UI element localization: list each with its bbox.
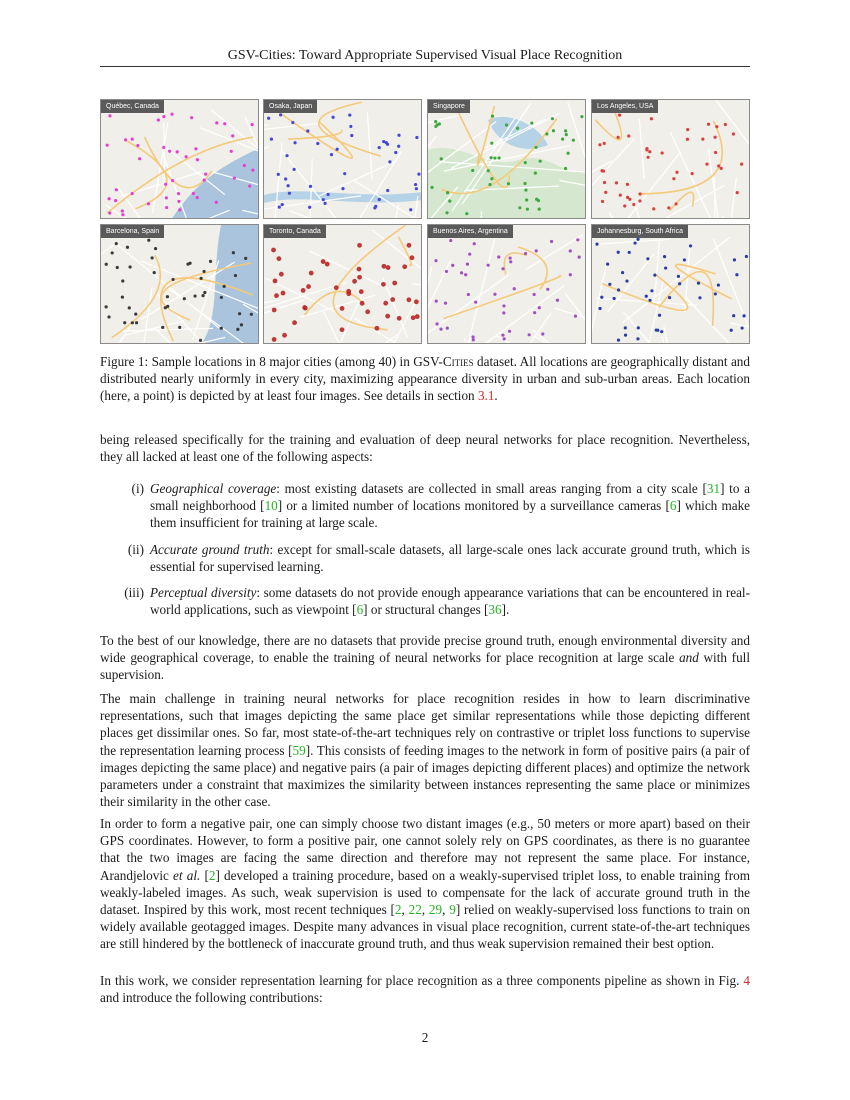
- map-tile: [263, 99, 422, 219]
- citation[interactable]: 22: [408, 902, 422, 918]
- running-header: GSV-Cities: Toward Appropriate Supervised Visual Place Recognition: [227, 48, 623, 63]
- map-image: [428, 225, 586, 344]
- citation[interactable]: 6: [669, 498, 677, 514]
- city-label: Toronto, Canada: [264, 225, 326, 238]
- map-tile: [591, 99, 750, 219]
- aspects-list: [100, 480, 750, 627]
- paragraph: To the best of our knowledge, there are no datasets that provide precise ground truth, enough environmental diversity and wide geographical coverage, to enable the training of neural networks for place recognition at large scale and with full supervision.: [100, 633, 750, 683]
- header-rule: [100, 66, 750, 67]
- figure-reference[interactable]: 4: [743, 973, 750, 988]
- city-label: Barcelona, Spain: [101, 225, 164, 238]
- paragraph: In this work, we consider representation learning for place recognition as a three components pipeline as shown in Fig. 4 and introduce the following contributions:: [100, 973, 750, 1006]
- citation[interactable]: 59: [292, 742, 306, 758]
- list-item: (ii) Accurate ground truth: except for small-scale datasets, all large-scale ones lack accurate ground truth, which is essential for supervised learning.: [127, 541, 751, 574]
- paragraph: The main challenge in training neural networks for place recognition resides in how to learn discriminative representations, such that images depicting the same place get similar representations while those depicting different places get dissimilar ones. So far, most state-of-the-art techniques rely on contrastive or triplet loss functions to supervise the representation learning process [59]. This consists of feeding images to the network in form of positive pairs (a pair of images depicting the same place) and negative pairs (a pair of images depicting different places) and optimize the network parameters under a constraint that maximizes the similarity between instances representing the same place or minimizes their similarity in the other case.: [100, 691, 750, 810]
- map-image: [264, 225, 422, 344]
- city-label: Singapore: [428, 100, 470, 113]
- map-image: [428, 100, 586, 219]
- map-image: [101, 100, 259, 219]
- map-tile: [427, 99, 586, 219]
- section-reference[interactable]: 3.1: [477, 388, 495, 404]
- list-item: (i) Geographical coverage: most existing datasets are collected in small areas ranging from a city scale [31] to a small neighborhood [10] or a limited number of locations monitored by a surveillance cameras [6] which make them insufficient for training at large scale.: [131, 481, 751, 531]
- map-tile: [263, 224, 422, 344]
- map-tile: [427, 224, 586, 344]
- citation[interactable]: 6: [356, 602, 364, 618]
- citation[interactable]: 31: [706, 481, 721, 496]
- paragraph: being released specifically for the training and evaluation of deep neural networks for place recognition. Nevertheless, they all lacked at least one of the following aspects:: [100, 432, 750, 465]
- citation[interactable]: 2: [394, 902, 402, 918]
- map-tile: [100, 224, 259, 344]
- map-image: [592, 100, 750, 219]
- citation[interactable]: 9: [449, 902, 456, 918]
- map-tile: [100, 99, 259, 219]
- citation[interactable]: 10: [264, 498, 278, 514]
- map-image: [592, 225, 750, 344]
- paragraph: In order to form a negative pair, one can simply choose two distant images (e.g., 50 meters or more apart) based on their GPS coordinates. However, to form a positive pair, one cannot solely rely on GPS coordinates, as there is no guarantee that the two images are facing the same direction and therefore may not represent the same place. For instance, Arandjelovic et al. [2] developed a training procedure, based on a weakly-supervised triplet loss, to enable training from weakly-labeled images. As such, weak supervision is used to compensate for the lack of accurate ground truth in the dataset. Inspired by this work, most recent techniques [2, 22, 29, 9] relied on weakly-supervised loss functions to train on widely available geotagged images. Despite many advances in visual place recognition, current state-of-the-art techniques are still hindered by the bottleneck of inaccurate ground truth, and thus weak supervision remained their best option.: [100, 816, 750, 952]
- map-image: [101, 225, 259, 344]
- figure-caption: Figure 1: Sample locations in 8 major cities (among 40) in GSV-Cities dataset. All locations are geographically distant and distributed nearly uniformly in every city, maximizing appearance diversity in urban and sub-urban areas. Each location (here, a point) is depicted by at least four images. See details in section 3.1.: [100, 354, 750, 404]
- map-tile: [591, 224, 750, 344]
- citation[interactable]: 29: [428, 902, 443, 918]
- city-label: Osaka, Japan: [264, 100, 317, 113]
- citation[interactable]: 36: [488, 602, 502, 618]
- figure-1: [100, 99, 750, 345]
- page-number: 2: [421, 1030, 429, 1045]
- city-label: Québec, Canada: [101, 100, 164, 113]
- city-label: Buenos Aires, Argentina: [428, 225, 513, 238]
- list-item: (iii) Perceptual diversity: some datasets do not provide enough appearance variations that can be encountered in real-world applications, such as viewpoint [6] or structural changes [36].: [124, 585, 750, 618]
- map-image: [264, 100, 422, 219]
- city-label: Los Angeles, USA: [592, 100, 658, 113]
- city-label: Johannesburg, South Africa: [592, 225, 688, 238]
- citation[interactable]: 2: [208, 867, 216, 883]
